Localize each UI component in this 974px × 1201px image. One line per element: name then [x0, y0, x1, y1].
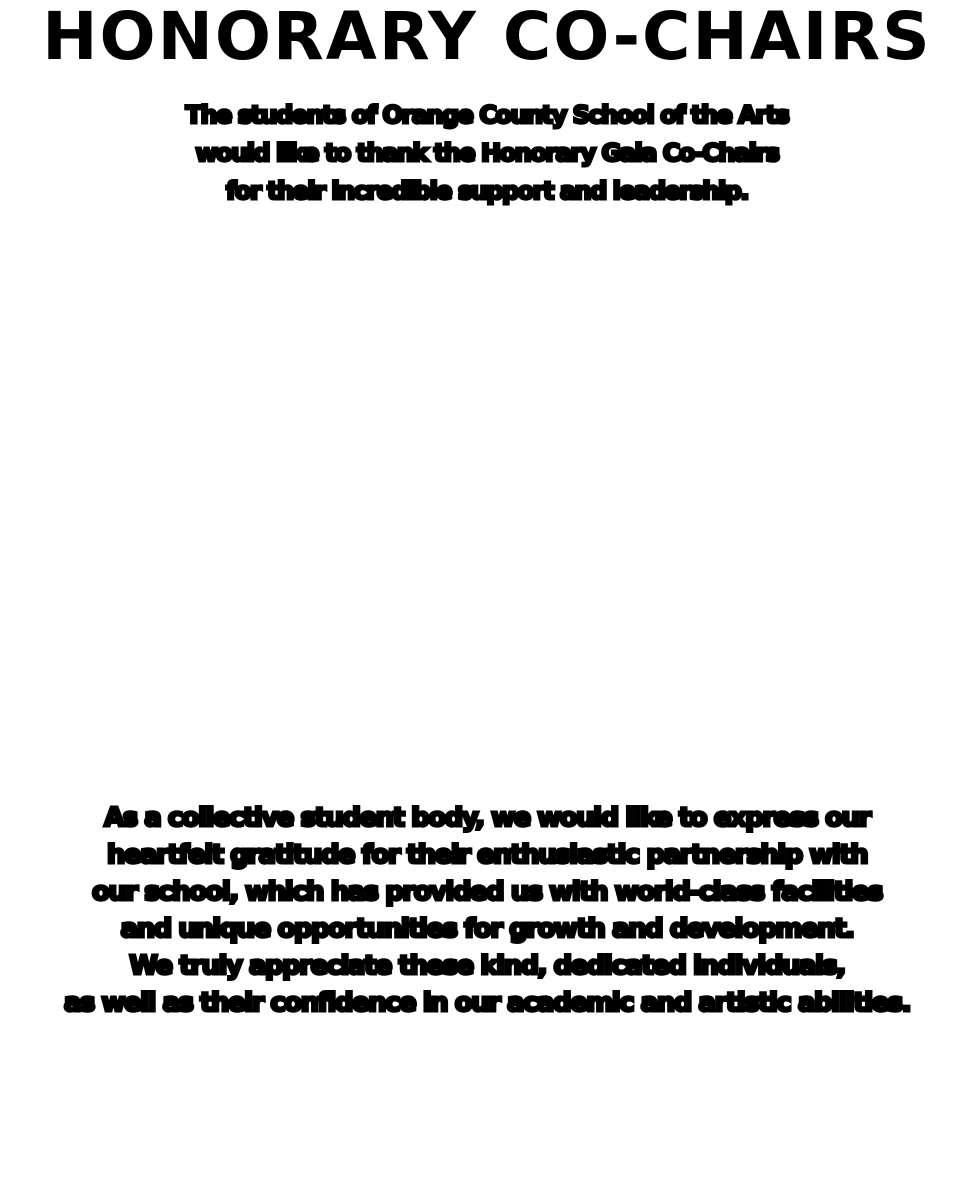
intro-line: The students of Orange County School of the Arts: [185, 101, 789, 129]
gratitude-paragraph: [0, 800, 974, 1022]
gratitude-line: as well as their confidence in our academic and artistic abilities.: [63, 988, 911, 1018]
page-title: HONORARY CO-CHAIRS: [42, 0, 932, 75]
gratitude-line: heartfelt gratitude for their enthusiastic partnership with: [106, 840, 868, 870]
gratitude-line: and unique opportunities for growth and development.: [120, 914, 854, 944]
intro-line: for their incredible support and leadership.: [225, 177, 749, 205]
intro-paragraph: [0, 96, 974, 210]
gratitude-line: As a collective student body, we would like to express our: [104, 803, 870, 833]
gratitude-line: our school, which has provided us with world-class facilities: [91, 877, 883, 907]
gratitude-line: We truly appreciate these kind, dedicated individuals,: [129, 951, 845, 981]
intro-line: would like to thank the Honorary Gala Co-Chairs: [195, 139, 779, 167]
blank-photo-area: [40, 230, 934, 770]
